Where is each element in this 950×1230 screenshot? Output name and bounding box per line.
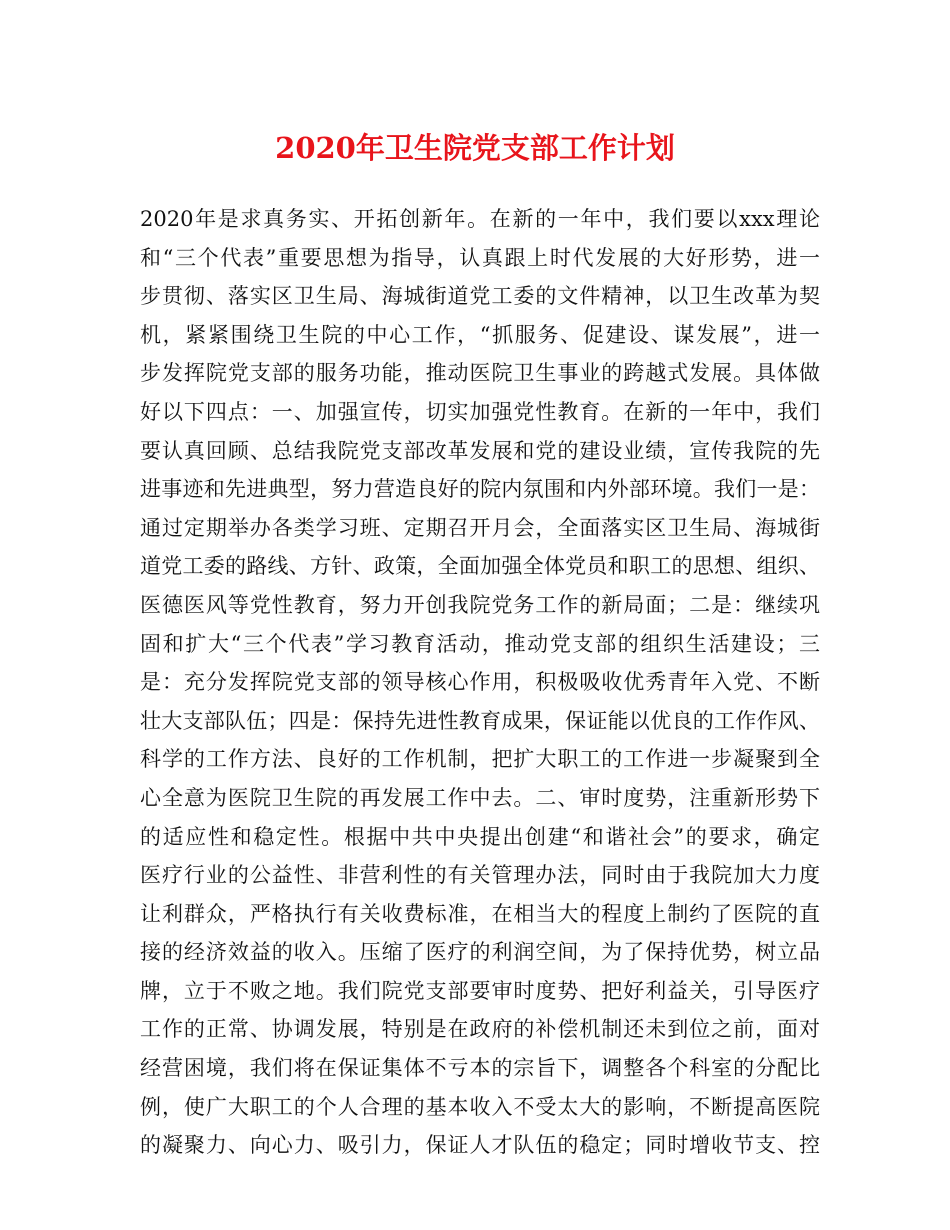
body-line: 步贯彻、落实区卫生局、海城街道党工委的文件精神，以卫生改革为契: [140, 284, 820, 309]
body-line: 心全意为医院卫生院的再发展工作中去。二、审时度势，注重新形势下: [140, 785, 820, 810]
body-line: 通过定期举办各类学习班、定期召开月会，全面落实区卫生局、海城街: [140, 515, 820, 540]
body-line: 经营困境，我们将在保证集体不亏本的宗旨下，调整各个科室的分配比: [140, 1056, 820, 1081]
body-line: 进事迹和先进典型，努力营造良好的院内氛围和内外部环境。我们一是：: [140, 477, 820, 502]
body-line: 和“三个代表”重要思想为指导，认真跟上时代发展的大好形势，进一: [140, 245, 820, 270]
body-line: 要认真回顾、总结我院党支部改革发展和党的建设业绩，宣传我院的先: [140, 438, 820, 463]
body-line: 好以下四点：一、加强宣传，切实加强党性教育。在新的一年中，我们: [140, 399, 820, 424]
body-line: 例，使广大职工的个人合理的基本收入不受太大的影响，不断提高医院: [140, 1094, 820, 1119]
document-body: [140, 200, 820, 1165]
body-line: 让利群众，严格执行有关收费标准，在相当大的程度上制约了医院的直: [140, 901, 820, 926]
body-line: 壮大支部队伍；四是：保持先进性教育成果，保证能以优良的工作作风、: [140, 708, 820, 733]
body-line: 的适应性和稳定性。根据中共中央提出创建“和谐社会”的要求，确定: [140, 824, 820, 849]
body-line: 是：充分发挥院党支部的领导核心作用，积极吸收优秀青年入党、不断: [140, 670, 820, 695]
body-line: 牌，立于不败之地。我们院党支部要审时度势、把好利益关，引导医疗: [140, 978, 820, 1003]
body-line: 接的经济效益的收入。压缩了医疗的利润空间，为了保持优势，树立品: [140, 940, 820, 965]
body-line: 科学的工作方法、良好的工作机制，把扩大职工的工作进一步凝聚到全: [140, 747, 820, 772]
body-line: 工作的正常、协调发展，特别是在政府的补偿机制还未到位之前，面对: [140, 1017, 820, 1042]
body-line: 2020年是求真务实、开拓创新年。在新的一年中，我们要以xxx理论: [140, 207, 820, 231]
body-line: 步发挥院党支部的服务功能，推动医院卫生事业的跨越式发展。具体做: [140, 361, 820, 386]
document-title: 2020年卫生院党支部工作计划: [275, 131, 675, 165]
body-line: 固和扩大“三个代表”学习教育活动，推动党支部的组织生活建设；三: [140, 631, 820, 656]
body-line: 机，紧紧围绕卫生院的中心工作，“抓服务、促建设、谋发展”，进一: [140, 322, 820, 347]
body-line: 的凝聚力、向心力、吸引力，保证人才队伍的稳定；同时增收节支、控: [140, 1133, 820, 1158]
body-line: 医疗行业的公益性、非营利性的有关管理办法，同时由于我院加大力度: [140, 863, 820, 888]
body-line: 道党工委的路线、方针、政策，全面加强全体党员和职工的思想、组织、: [140, 554, 820, 579]
body-line: 医德医风等党性教育，努力开创我院党务工作的新局面；二是：继续巩: [140, 592, 820, 617]
